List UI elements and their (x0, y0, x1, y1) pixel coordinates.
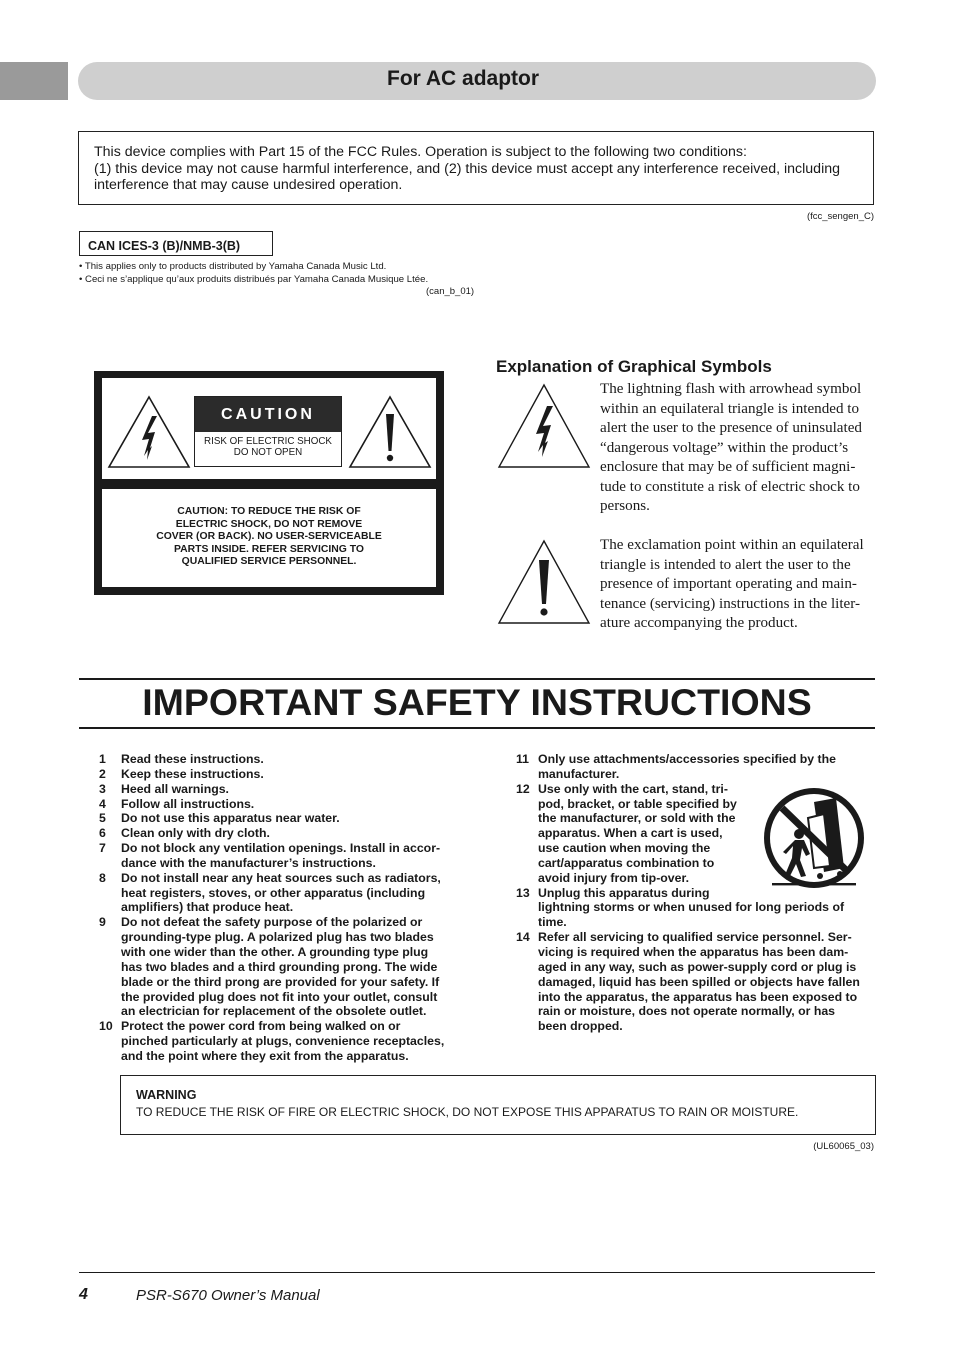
instruction-line: Follow all instructions. (121, 796, 255, 811)
warning-title: WARNING (136, 1088, 197, 1102)
fcc-notice-text (94, 144, 870, 194)
manual-title: PSR-S670 Owner’s Manual (136, 1287, 320, 1304)
instruction-line: Use only with the cart, stand, tri- (538, 781, 728, 796)
instruction-line: Do not block any ventilation openings. Install in accor- (121, 841, 441, 856)
instruction-line: Do not install near any heat sources such as radiators, (121, 870, 441, 885)
instruction-text (538, 752, 876, 782)
instruction-line: the manufacturer, or sold with the (538, 811, 736, 826)
instruction-text (121, 752, 479, 767)
instruction-line: and the point where they exit from the apparatus. (121, 1048, 409, 1063)
instruction-line: blade or the third prong are provided for your safety. If (121, 974, 440, 989)
instruction-line: use caution when moving the (538, 841, 711, 856)
instruction-line: rain or moisture, does not operate normally, or has (538, 1004, 836, 1019)
instruction-line: Keep these instructions. (121, 766, 264, 781)
caution-body-line: COVER (OR BACK). NO USER-SERVICEABLE (156, 531, 382, 543)
lightning-symbol-icon (496, 382, 592, 470)
instruction-number: 12 (516, 781, 530, 796)
description-line: triangle is intended to alert the user to the (600, 556, 851, 573)
safety-instruction-item (516, 930, 876, 1034)
instruction-text (121, 1019, 479, 1064)
instruction-line: been dropped. (538, 1019, 623, 1034)
exclamation-symbol-description (600, 536, 876, 634)
risk-text (195, 436, 341, 458)
safety-instructions-title: IMPORTANT SAFETY INSTRUCTIONS (142, 681, 812, 723)
instruction-line: Unplug this apparatus during (538, 885, 710, 900)
safety-instruction-item (99, 767, 479, 782)
instruction-number: 10 (99, 1019, 113, 1034)
instruction-text (121, 871, 479, 916)
instruction-number: 6 (99, 826, 106, 841)
section-tab-marker (0, 62, 68, 100)
instruction-text (121, 782, 479, 797)
instruction-number: 13 (516, 885, 530, 900)
instruction-line: Read these instructions. (121, 752, 264, 766)
safety-instruction-item (99, 841, 479, 871)
instruction-line: damaged, liquid has been spilled or objects have fallen (538, 974, 860, 989)
instruction-text (538, 930, 876, 1034)
instruction-number: 9 (99, 915, 106, 930)
caution-body-text (106, 506, 432, 569)
instruction-line: time. (538, 915, 567, 930)
exclamation-symbol-icon (496, 538, 592, 626)
fcc-code: (fcc_sengen_C) (806, 211, 874, 222)
instruction-line: manufacturer. (538, 766, 620, 781)
safety-instruction-item (516, 752, 876, 782)
instruction-number: 8 (99, 870, 106, 885)
instruction-line: grounding-type plug. A polarized plug has two blades (121, 930, 434, 945)
instruction-line: Do not use this apparatus near water. (121, 811, 340, 826)
safety-instruction-item (99, 797, 479, 812)
description-line: “dangerous voltage” within the product’s (600, 439, 849, 456)
description-line: tenance (servicing) instructions in the liter- (600, 595, 860, 612)
section-title: For AC adaptor (387, 67, 540, 90)
description-line: within an equilateral triangle is intended to (600, 400, 860, 417)
instruction-line: aged in any way, such as power-supply cord or plug is (538, 959, 857, 974)
ices-note: • This applies only to products distributed by Yamaha Canada Music Ltd. (79, 261, 387, 272)
instruction-number: 5 (99, 811, 106, 826)
instruction-line: Heed all warnings. (121, 781, 229, 796)
instruction-line: Refer all servicing to qualified service personnel. Ser- (538, 930, 852, 945)
fcc-line: This device complies with Part 15 of the FCC Rules. Operation is subject to the following two conditions: (94, 144, 747, 160)
fcc-line: interference that may cause undesired operation. (94, 177, 403, 193)
cart-tip-over-icon (760, 788, 868, 892)
instruction-line: Protect the power cord from being walked on or (121, 1019, 401, 1034)
safety-instruction-item (99, 871, 479, 916)
instruction-line: Only use attachments/accessories specified by the (538, 752, 836, 766)
instruction-line: Do not defeat the safety purpose of the polarized or (121, 915, 423, 930)
caution-body-line: QUALIFIED SERVICE PERSONNEL. (181, 556, 357, 568)
risk-line: DO NOT OPEN (233, 447, 303, 458)
lightning-triangle-icon (106, 394, 192, 470)
risk-line: RISK OF ELECTRIC SHOCK (204, 436, 332, 447)
safety-instruction-item (99, 915, 479, 1019)
instruction-text (121, 811, 479, 826)
instruction-line: pinched particularly at plugs, convenience receptacles, (121, 1034, 445, 1049)
safety-instruction-item (99, 782, 479, 797)
lightning-symbol-description (600, 380, 876, 517)
ices-label: CAN ICES-3 (B)/NMB-3(B) (79, 231, 273, 256)
title-rule-bottom (79, 727, 875, 729)
instruction-line: heat registers, stoves, or other apparatus (including (121, 885, 426, 900)
footer-rule (79, 1272, 875, 1273)
symbols-title: Explanation of Graphical Symbols (496, 357, 772, 376)
instruction-line: lightning storms or when unused for long periods of (538, 900, 845, 915)
description-line: presence of important operating and main- (600, 576, 857, 592)
instruction-line: amplifiers) that produce heat. (121, 900, 294, 915)
caution-body-line: CAUTION: TO REDUCE THE RISK OF (177, 506, 361, 517)
safety-instruction-item (99, 752, 479, 767)
caution-word: CAUTION (221, 406, 315, 423)
ices-code: (can_b_01) (426, 286, 475, 297)
safety-instruction-item (99, 826, 479, 841)
ices-note: • Ceci ne s’applique qu’aux produits distribués par Yamaha Canada Musique Ltée. (79, 274, 429, 285)
fcc-line: (1) this device may not cause harmful interference, and (2) this device must accept any interference received, including (94, 160, 841, 177)
instruction-text (121, 915, 479, 1019)
instruction-line: the provided plug does not fit into your outlet, consult (121, 989, 438, 1004)
instruction-number: 4 (99, 796, 106, 811)
instruction-line: avoid injury from tip-over. (538, 870, 690, 885)
description-line: alert the user to the presence of uninsulated (600, 420, 862, 436)
instruction-text (121, 826, 479, 841)
safety-instruction-item (516, 886, 876, 931)
description-line: ature accompanying the product. (600, 615, 798, 631)
instruction-number: 14 (516, 930, 530, 945)
instruction-line: with one wider than the other. A grounding type plug (121, 944, 429, 959)
instruction-line: Clean only with dry cloth. (121, 826, 270, 841)
instruction-number: 11 (516, 752, 529, 766)
page-number: 4 (79, 1286, 88, 1303)
description-line: persons. (600, 498, 650, 514)
instruction-number: 3 (99, 781, 106, 796)
caution-body-line: PARTS INSIDE. REFER SERVICING TO (174, 543, 364, 555)
instruction-text (121, 841, 479, 871)
instruction-line: an electrician for replacement of the obsolete outlet. (121, 1004, 427, 1019)
instruction-line: apparatus. When a cart is used, (538, 826, 723, 841)
instruction-text (121, 767, 479, 782)
title-rule-top (79, 678, 875, 680)
instruction-text (538, 886, 876, 931)
instruction-line: cart/apparatus combination to (538, 855, 715, 870)
instruction-number: 7 (99, 841, 106, 856)
instruction-number: 2 (99, 766, 106, 781)
warning-text: TO REDUCE THE RISK OF FIRE OR ELECTRIC SHOCK, DO NOT EXPOSE THIS APPARATUS TO RAIN OR MOISTURE. (136, 1105, 799, 1119)
safety-list-left (99, 752, 479, 1064)
instruction-line: vicing is required when the apparatus has been dam- (538, 944, 849, 959)
description-line: The exclamation point within an equilateral (600, 537, 864, 553)
safety-instruction-item (99, 1019, 479, 1064)
instruction-line: has two blades and a third grounding prong. The wide (121, 959, 438, 974)
safety-instruction-item (99, 811, 479, 826)
caution-body-line: ELECTRIC SHOCK, DO NOT REMOVE (175, 518, 363, 530)
description-line: tude to constitute a risk of electric shock to (600, 478, 860, 495)
warning-code: (UL60065_03) (813, 1141, 874, 1152)
exclamation-triangle-icon (347, 394, 433, 470)
instruction-text (121, 797, 479, 812)
ices-notes (79, 260, 428, 286)
instruction-number: 1 (99, 752, 106, 766)
instruction-line: into the apparatus, the apparatus has been exposed to (538, 989, 858, 1004)
description-line: enclosure that may be of sufficient magni- (600, 459, 856, 475)
description-line: The lightning flash with arrowhead symbol (600, 381, 862, 397)
instruction-line: dance with the manufacturer’s instructions. (121, 855, 376, 870)
instruction-line: pod, bracket, or table specified by (538, 796, 737, 811)
